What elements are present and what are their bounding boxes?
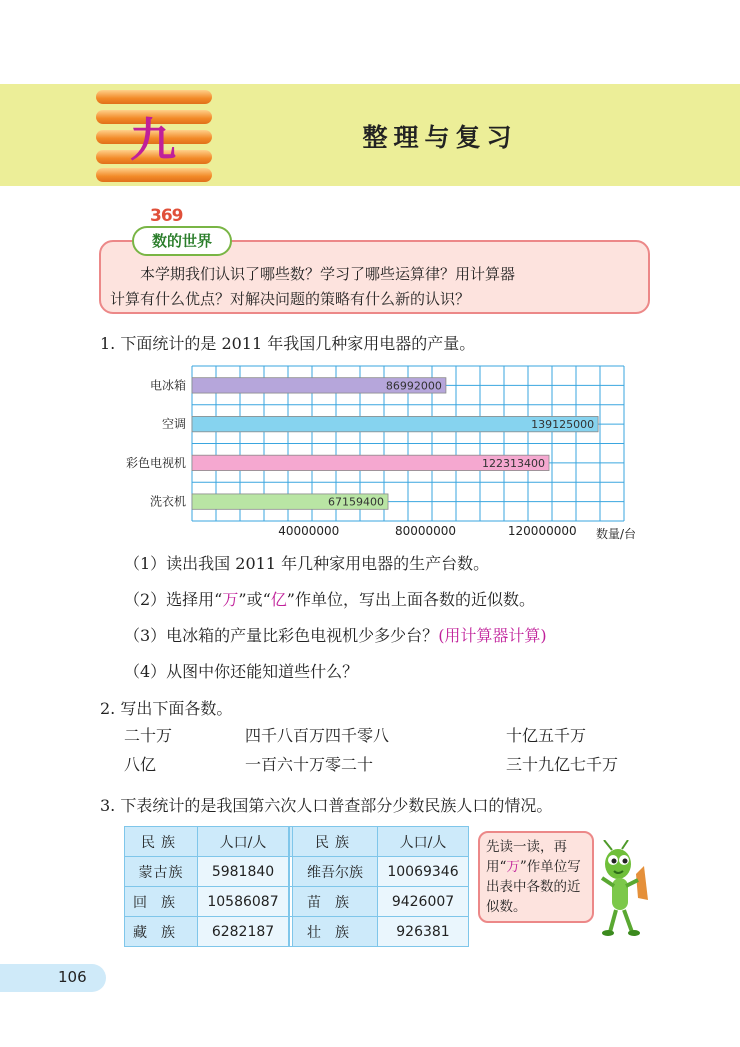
table-cell-ethnic: 回族 bbox=[125, 887, 198, 917]
x-tick-label: 80000000 bbox=[394, 524, 457, 538]
world-of-numbers-text bbox=[110, 262, 640, 312]
table-cell-population: 5981840 bbox=[198, 857, 290, 887]
tip-text-a: 先读一读，再用“ bbox=[486, 839, 567, 875]
table-cell-ethnic: 蒙古族 bbox=[125, 857, 198, 887]
unit-yi-highlight: 亿 bbox=[270, 590, 287, 609]
table-row bbox=[125, 887, 469, 917]
table-cell-population: 9426007 bbox=[378, 887, 469, 917]
category-label: 空调 bbox=[161, 417, 186, 432]
table-cell-population: 6282187 bbox=[198, 917, 290, 947]
tip-unit-wan: 万 bbox=[506, 859, 520, 875]
world-of-numbers-badge: 数的世界 bbox=[132, 226, 232, 256]
x-tick-label: 120000000 bbox=[507, 524, 577, 538]
q1-sub3-text: （3）电冰箱的产量比彩色电视机少多少台？ bbox=[124, 626, 439, 645]
table-cell-ethnic: 维吾尔族 bbox=[293, 857, 378, 887]
table-cell-ethnic: 壮族 bbox=[293, 917, 378, 947]
world-deco-numbers: 369 bbox=[150, 206, 183, 226]
q1-sub4: （4）从图中你还能知道些什么？ bbox=[124, 662, 359, 681]
table-row bbox=[125, 857, 469, 887]
table-cell-ethnic: 藏族 bbox=[125, 917, 198, 947]
table-cell-population: 926381 bbox=[378, 917, 469, 947]
q1-title: 1. 下面统计的是 2011 年我国几种家用电器的产量。 bbox=[100, 334, 476, 353]
q1-sub2-part-c: ”作单位，写出上面各数的近似数。 bbox=[286, 590, 535, 609]
bar-value-label: 139125000 bbox=[531, 418, 595, 432]
world-text-line1: 本学期我们认识了哪些数？学习了哪些运算律？用计算器 bbox=[140, 265, 516, 283]
chart-tick-labels bbox=[278, 524, 576, 538]
table-header-cell: 民族 bbox=[125, 827, 198, 857]
q2-item: 三十九亿七千万 bbox=[506, 755, 619, 774]
calculator-hint: (用计算器计算) bbox=[438, 626, 547, 645]
q1-sub3 bbox=[124, 623, 547, 646]
table-row bbox=[125, 917, 469, 947]
chart-category-labels bbox=[126, 377, 186, 508]
page-number: 106 bbox=[58, 968, 87, 986]
q2-item: 二十万 bbox=[124, 726, 173, 745]
table-header-cell: 人口/人 bbox=[378, 827, 469, 857]
q1-sub2-part-b: ”或“ bbox=[238, 590, 271, 609]
category-label: 电冰箱 bbox=[149, 378, 186, 393]
q3-title: 3. 下表统计的是我国第六次人口普查部分少数民族人口的情况。 bbox=[100, 796, 553, 815]
table-header-row bbox=[125, 827, 469, 857]
tip-box bbox=[478, 831, 594, 923]
category-label: 洗衣机 bbox=[149, 494, 186, 509]
table-header-cell: 人口/人 bbox=[198, 827, 290, 857]
bar-value-label: 67159400 bbox=[328, 495, 385, 509]
population-table bbox=[124, 826, 469, 947]
table-cell-population: 10069346 bbox=[378, 857, 469, 887]
chart-x-axis-label: 数量/台 bbox=[596, 527, 637, 541]
category-label: 彩色电视机 bbox=[125, 455, 186, 470]
q2-item: 十亿五千万 bbox=[506, 726, 587, 745]
q2-item: 一百六十万零二十 bbox=[245, 755, 374, 774]
q1-sub2-part-a: （2）选择用“ bbox=[124, 590, 223, 609]
chapter-number: 九 bbox=[130, 113, 176, 167]
table-cell-ethnic: 苗族 bbox=[293, 887, 378, 917]
world-text-line2: 计算有什么优点？对解决问题的策略有什么新的认识？ bbox=[110, 290, 471, 308]
bar-value-label: 86992000 bbox=[385, 379, 442, 393]
unit-wan-highlight: 万 bbox=[222, 590, 239, 609]
bar-value-label: 122313400 bbox=[482, 456, 546, 470]
chapter-title: 整理与复习 bbox=[362, 123, 518, 152]
grasshopper-mascot bbox=[594, 840, 654, 936]
q1-sub2 bbox=[124, 587, 535, 610]
appliance-bar-chart bbox=[100, 358, 660, 548]
q2-title: 2. 写出下面各数。 bbox=[100, 699, 233, 718]
x-tick-label: 40000000 bbox=[278, 524, 340, 538]
q1-sub1: （1）读出我国 2011 年几种家用电器的生产台数。 bbox=[124, 554, 490, 573]
page-number-tab bbox=[0, 964, 106, 992]
table-cell-population: 10586087 bbox=[198, 887, 290, 917]
table-header-cell: 民族 bbox=[293, 827, 378, 857]
tip-text-b: ”作单位写出表中各数的近似数。 bbox=[486, 859, 581, 915]
q2-item: 四千八百万四千零八 bbox=[245, 726, 390, 745]
q2-item: 八亿 bbox=[124, 755, 157, 774]
